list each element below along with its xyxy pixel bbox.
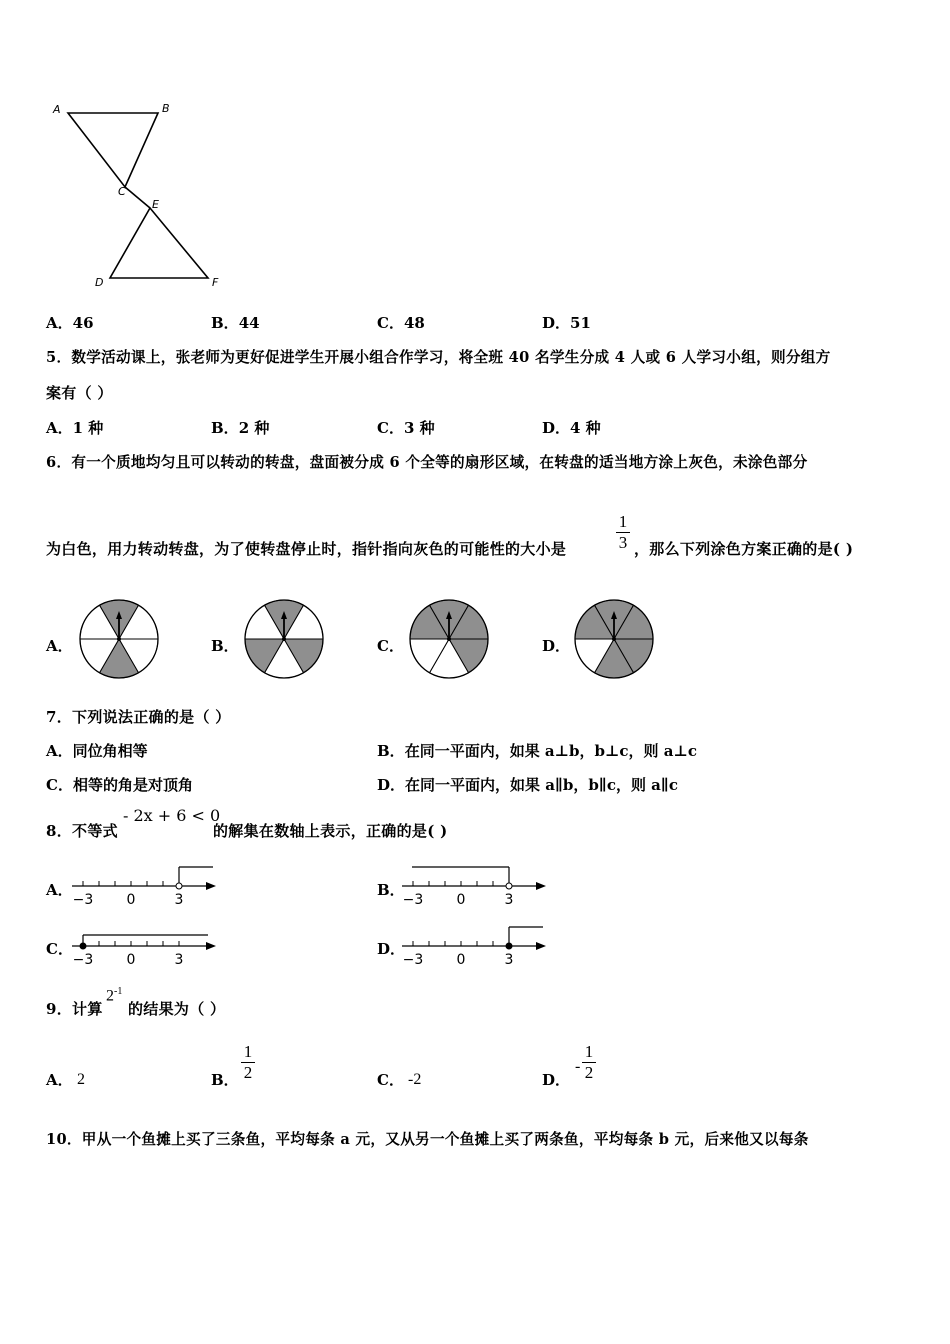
q7-option-a[interactable]: A．同位角相等 bbox=[46, 742, 148, 760]
q6-option-c-letter[interactable]: C． bbox=[377, 637, 404, 655]
q6-option-b-letter[interactable]: B． bbox=[211, 637, 239, 655]
q8-option-d-letter[interactable]: D． bbox=[377, 940, 406, 958]
q9-option-b[interactable]: B． bbox=[211, 1071, 239, 1089]
tick-label: 3 bbox=[504, 952, 514, 968]
label-a: A bbox=[53, 103, 61, 116]
q7-option-b[interactable]: B．在同一平面内，如果 a⊥b，b⊥c，则 a⊥c bbox=[377, 742, 698, 760]
q6-stem-line2-end: ，那么下列涂色方案正确的是( ) bbox=[634, 540, 854, 558]
triangles-figure bbox=[40, 95, 240, 295]
tick-label: 0 bbox=[126, 952, 136, 968]
spinner-pivot bbox=[282, 637, 286, 641]
q9-power: $2^{-1}$ bbox=[106, 986, 123, 1005]
q4-option-a[interactable]: A．46 bbox=[46, 314, 94, 332]
q7-stem: 7．下列说法正确的是（ ） bbox=[46, 708, 231, 726]
q8-option-c-letter[interactable]: C． bbox=[46, 940, 73, 958]
segment-ce bbox=[125, 187, 150, 208]
q8-inequality: - 2x + 6 < 0 bbox=[123, 806, 221, 825]
q6-fraction: 1 3 bbox=[616, 513, 630, 552]
q9-option-c-value: -2 bbox=[408, 1071, 422, 1088]
q6-spinner-b[interactable] bbox=[242, 597, 326, 681]
closed-endpoint bbox=[80, 943, 86, 949]
q8-option-b-letter[interactable]: B． bbox=[377, 881, 405, 899]
q4-option-d[interactable]: D．51 bbox=[542, 314, 591, 332]
q5-stem-line1: 5．数学活动课上，张老师为更好促进学生开展小组合作学习，将全班 40 名学生分成 4 人或 6 人学习小组，则分组方 bbox=[46, 349, 831, 366]
tick-label: 0 bbox=[456, 892, 466, 908]
q6-stem-line1: 6．有一个质地均匀且可以转动的转盘，盘面被分成 6 个全等的扇形区域，在转盘的适当地方涂上灰色，未涂色部分 bbox=[46, 454, 808, 471]
q7-option-d[interactable]: D．在同一平面内，如果 a∥b，b∥c，则 a∥c bbox=[377, 776, 678, 794]
q5-option-d[interactable]: D．4 种 bbox=[542, 419, 601, 437]
q7-option-c[interactable]: C．相等的角是对顶角 bbox=[46, 776, 193, 794]
q9-stem-start: 9．计算 bbox=[46, 1000, 103, 1018]
q9-option-d-sign: - bbox=[575, 1058, 581, 1075]
q5-option-c[interactable]: C．3 种 bbox=[377, 419, 435, 437]
q9-option-c[interactable]: C． bbox=[377, 1071, 404, 1089]
tick-label: 3 bbox=[504, 892, 514, 908]
q6-spinner-a[interactable] bbox=[77, 597, 161, 681]
axis-arrow bbox=[536, 942, 546, 950]
tick-label: 3 bbox=[174, 952, 184, 968]
q9-option-a-value: 2 bbox=[77, 1071, 85, 1088]
q8-numberline-c[interactable] bbox=[68, 920, 228, 970]
q6-spinner-d[interactable] bbox=[572, 597, 656, 681]
closed-endpoint bbox=[506, 943, 512, 949]
q5-stem-line2: 案有（ ） bbox=[46, 384, 113, 402]
q8-numberline-a[interactable] bbox=[68, 860, 228, 910]
tick-label: −3 bbox=[72, 892, 94, 908]
label-b: B bbox=[162, 102, 170, 115]
label-e: E bbox=[152, 198, 159, 211]
axis-arrow bbox=[536, 882, 546, 890]
q6-option-a-letter[interactable]: A． bbox=[46, 637, 73, 655]
tick-label: −3 bbox=[402, 952, 424, 968]
q4-option-b[interactable]: B．44 bbox=[211, 314, 260, 332]
tick-label: 0 bbox=[126, 892, 136, 908]
axis-arrow bbox=[206, 882, 216, 890]
axis-arrow bbox=[206, 942, 216, 950]
q9-stem-end: 的结果为（ ） bbox=[128, 1000, 226, 1018]
q4-option-c[interactable]: C．48 bbox=[377, 314, 425, 332]
open-endpoint bbox=[176, 883, 182, 889]
q10-stem-line1: 10．甲从一个鱼摊上买了三条鱼，平均每条 a 元，又从另一个鱼摊上买了两条鱼，平均每条 b 元，后来他又以每条 bbox=[46, 1131, 809, 1148]
q9-option-d-fraction: 1 2 bbox=[582, 1043, 596, 1082]
q8-numberline-d[interactable] bbox=[398, 920, 558, 970]
tick-label: −3 bbox=[72, 952, 94, 968]
q6-stem-line2-start: 为白色，用力转动转盘，为了使转盘停止时，指针指向灰色的可能性的大小是 bbox=[46, 540, 567, 558]
tick-label: 0 bbox=[456, 952, 466, 968]
q8-stem-start: 8．不等式 bbox=[46, 822, 118, 840]
spinner-pivot bbox=[117, 637, 121, 641]
label-f: F bbox=[212, 276, 219, 289]
q9-option-b-fraction: 1 2 bbox=[241, 1043, 255, 1082]
q5-option-b[interactable]: B．2 种 bbox=[211, 419, 270, 437]
triangle-def bbox=[110, 208, 208, 278]
triangle-abc bbox=[68, 113, 158, 187]
tick-label: −3 bbox=[402, 892, 424, 908]
open-endpoint bbox=[506, 883, 512, 889]
label-c: C bbox=[118, 185, 126, 198]
q8-option-a-letter[interactable]: A． bbox=[46, 881, 73, 899]
spinner-pivot bbox=[447, 637, 451, 641]
q8-stem-end: 的解集在数轴上表示，正确的是( ) bbox=[213, 822, 448, 840]
q8-numberline-b[interactable] bbox=[398, 860, 558, 910]
q9-option-d[interactable]: D． bbox=[542, 1071, 571, 1089]
tick-label: 3 bbox=[174, 892, 184, 908]
q6-option-d-letter[interactable]: D． bbox=[542, 637, 571, 655]
spinner-pivot bbox=[612, 637, 616, 641]
q5-option-a[interactable]: A．1 种 bbox=[46, 419, 104, 437]
q6-spinner-c[interactable] bbox=[407, 597, 491, 681]
q9-option-a[interactable]: A． bbox=[46, 1071, 73, 1089]
label-d: D bbox=[95, 276, 104, 289]
